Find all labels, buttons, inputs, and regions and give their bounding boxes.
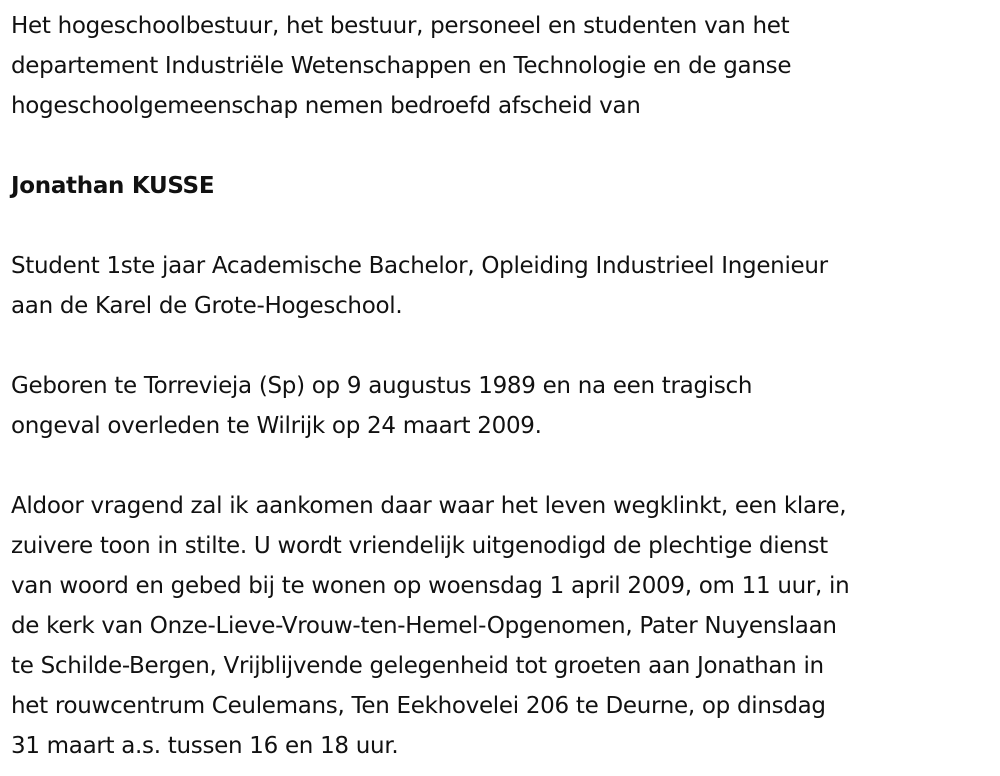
- role-paragraph: [11, 246, 996, 326]
- intro-line: hogeschoolgemeenschap nemen bedroefd afscheid van: [11, 93, 641, 119]
- birth-death-line: ongeval overleden te Wilrijk op 24 maart 2009.: [11, 413, 542, 439]
- birth-death-paragraph: [11, 366, 996, 446]
- birth-death-line: Geboren te Torrevieja (Sp) op 9 augustus 1989 en na een tragisch: [11, 373, 753, 399]
- death-notice: [11, 6, 996, 766]
- service-line: de kerk van Onze-Lieve-Vrouw-ten-Hemel-Opgenomen, Pater Nuyenslaan: [11, 613, 837, 639]
- deceased-name: Jonathan KUSSE: [11, 173, 215, 199]
- service-paragraph: [11, 486, 996, 766]
- role-line: aan de Karel de Grote-Hogeschool.: [11, 293, 403, 319]
- intro-paragraph: [11, 6, 996, 126]
- name-paragraph: [11, 166, 996, 206]
- service-line: zuivere toon in stilte. U wordt vriendelijk uitgenodigd de plechtige dienst: [11, 533, 828, 559]
- service-line: Aldoor vragend zal ik aankomen daar waar het leven wegklinkt, een klare,: [11, 493, 847, 519]
- intro-line: Het hogeschoolbestuur, het bestuur, personeel en studenten van het: [11, 13, 790, 39]
- service-line: 31 maart a.s. tussen 16 en 18 uur.: [11, 733, 399, 759]
- role-line: Student 1ste jaar Academische Bachelor, Opleiding Industrieel Ingenieur: [11, 253, 828, 279]
- service-line: te Schilde-Bergen, Vrijblijvende gelegenheid tot groeten aan Jonathan in: [11, 653, 824, 679]
- service-line: van woord en gebed bij te wonen op woensdag 1 april 2009, om 11 uur, in: [11, 573, 850, 599]
- service-line: het rouwcentrum Ceulemans, Ten Eekhovelei 206 te Deurne, op dinsdag: [11, 693, 826, 719]
- intro-line: departement Industriële Wetenschappen en Technologie en de ganse: [11, 53, 792, 79]
